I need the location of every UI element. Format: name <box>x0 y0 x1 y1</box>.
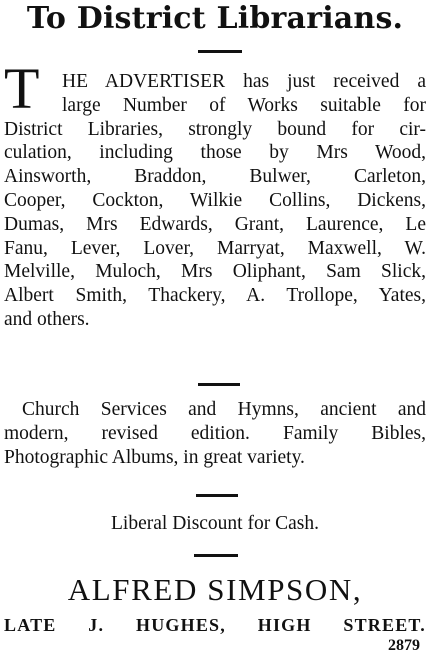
paragraph-bibles <box>4 398 426 469</box>
paragraph-libraries <box>4 70 426 332</box>
divider-rule <box>194 554 238 557</box>
divider-rule <box>198 50 242 53</box>
divider-rule <box>196 494 238 497</box>
advert-heading: To District Librarians. <box>26 1 404 36</box>
paragraph-line: modern, revised edition. Family Bibles, <box>4 422 426 444</box>
paragraph-line: and others. <box>4 308 90 330</box>
paragraph-line: Church Services and Hymns, ancient and <box>22 399 426 420</box>
paragraph-line: large Number of Works suitable for <box>62 94 426 116</box>
paragraph-line: Photographic Albums, in great variety. <box>4 446 305 468</box>
paragraph-line: Albert Smith, Thackery, A. Trollope, Yates, <box>4 285 426 307</box>
discount-line: Liberal Discount for Cash. <box>111 513 319 534</box>
paragraph-line: District Libraries, strongly bound for cir- <box>4 118 426 140</box>
advertiser-name: ALFRED SIMPSON, <box>67 572 363 607</box>
paragraph-line: Fanu, Lever, Lover, Marryat, Maxwell, W. <box>4 237 426 259</box>
paragraph-line: Cooper, Cockton, Wilkie Collins, Dickens, <box>4 189 426 211</box>
paragraph-line: HE ADVERTISER has just received a <box>62 71 426 92</box>
paragraph-line: Ainsworth, Braddon, Bulwer, Carleton, <box>4 166 426 188</box>
paragraph-line: Dumas, Mrs Edwards, Grant, Laurence, Le <box>4 213 426 235</box>
drop-cap: T <box>4 56 40 121</box>
advertiser-address: LATE J. HUGHES, HIGH STREET. <box>4 615 426 635</box>
divider-rule <box>198 383 240 386</box>
paragraph-line: culation, including those by Mrs Wood, <box>4 142 426 164</box>
paragraph-line: Melville, Muloch, Mrs Oliphant, Sam Slick, <box>4 261 426 283</box>
advert-reference-number: 2879 <box>388 637 420 654</box>
